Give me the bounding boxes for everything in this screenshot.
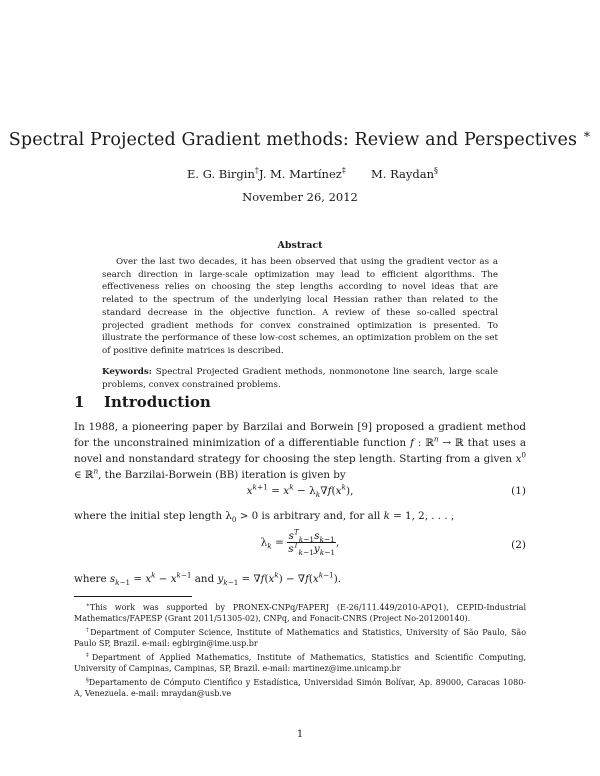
footnote-martinez: ‡Department of Applied Mathematics, Institute of Mathematics, Statistics and Scientific Computing, University of Campinas, Campinas, SP, Brazil. e-mail: martinez@ime.unicamp.br	[74, 652, 526, 673]
section-number: 1	[74, 393, 85, 411]
equation-1-body: $x^{k+1} = x^k - \lambda_k\nabla f(x^k)$,	[246, 482, 354, 500]
intro-paragraph-1: In 1988, a pioneering paper by Barzilai and Borwein [9] proposed a gradient method for the unconstrained minimization of a differentiable function f : ℝ$^n$ → ℝ that uses a novel and nonstandard strategy for choosing the step length. Starting from a given $x^0$ ∈ ℝ$^n$, the Barzilai-Borwein (BB) iteration is given by	[74, 421, 526, 481]
title-text: Spectral Projected Gradient methods: Review and Perspectives	[8, 130, 578, 150]
paper-title	[0, 127, 600, 150]
abstract-heading: Abstract	[277, 240, 323, 251]
footnote-rule	[74, 596, 192, 597]
keywords	[102, 366, 498, 391]
equation-2-body: $\lambda_k$ = $\frac{s^T_{k-1}s_{k-1}}{s^T_{k-1}y_{k-1}}$ ,	[260, 527, 340, 558]
footnote-raydan: §Departamento de Cómputo Científico y Estadística, Universidad Simón Bolívar, Ap. 89000, Caracas 1080-A, Venezuela. e-mail: mraydan@usb.ve	[74, 677, 526, 698]
keywords-label: Keywords:	[102, 367, 152, 377]
title-footnote-mark: ∗	[582, 127, 592, 142]
paper-date: November 26, 2012	[242, 190, 358, 204]
section-title: Introduction	[104, 393, 211, 411]
equation-2-number: (2)	[511, 539, 526, 551]
intro-paragraph-3: where $s_{k-1} = x^k - x^{k-1}$ and $y_{k-1} = \nabla f(x^k) - \nabla f(x^{k-1})$.	[74, 570, 342, 588]
equation-1	[74, 482, 526, 501]
author-3: M. Raydan§	[371, 166, 439, 181]
footnote-birgin: †Department of Computer Science, Institute of Mathematics and Statistics, University of São Paulo, São Paulo SP, Brazil. e-mail: egbirgin@ime.usp.br	[74, 627, 527, 648]
keywords-text: Spectral Projected Gradient methods, nonmonotone line search, large scale problems, convex constrained problems.	[102, 367, 498, 390]
footnote-funding: ∗This work was supported by PRONEX-CNPq/FAPERJ (E-26/111.449/2010-APQ1), CEPID-Industrial Mathematics/FAPESP (Grant 2011/51305-02), CNPq, and Fonacit-CNRS (Project No-201200140).	[74, 602, 526, 623]
equation-1-number: (1)	[511, 485, 526, 497]
page-number: 1	[296, 729, 304, 740]
section-heading	[74, 393, 211, 411]
author-1: E. G. Birgin†	[187, 166, 259, 181]
intro-paragraph-2: where the initial step length $\lambda_0 > 0$ is arbitrary and, for all k = 1, 2, . . . ,	[74, 510, 455, 525]
equation-2	[74, 527, 526, 560]
abstract-text: Over the last two decades, it has been observed that using the gradient vector as a search direction in large-scale optimization may lead to efficient algorithms. The effectiveness relies on choosing the step lengths according to novel ideas that are related to the spectrum of the underlying local Hessian rather than related to the standard decrease in the objective function. A review of these so-called spectral projected gradient methods for convex constrained optimization is presented. To illustrate the performance of these low-cost schemes, an optimization problem on the set of positive definite matrices is described.	[102, 257, 498, 356]
author-2: J. M. Martínez‡	[259, 166, 346, 181]
